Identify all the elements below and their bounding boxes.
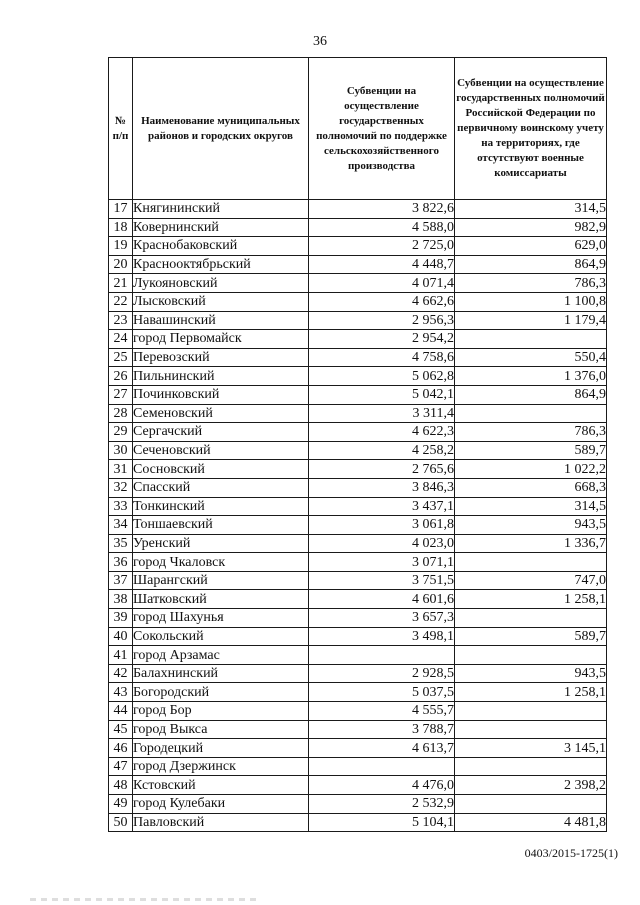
row-military-value <box>455 404 607 423</box>
row-name: Починковский <box>133 385 309 404</box>
table-row <box>109 646 607 665</box>
row-number: 45 <box>109 720 133 739</box>
row-agri-value: 4 613,7 <box>309 739 455 758</box>
table-row <box>109 441 607 460</box>
row-name: Лукояновский <box>133 274 309 293</box>
row-agri-value: 2 765,6 <box>309 460 455 479</box>
row-military-value: 943,5 <box>455 516 607 535</box>
table-row <box>109 330 607 349</box>
row-agri-value: 3 751,5 <box>309 571 455 590</box>
row-number: 32 <box>109 478 133 497</box>
row-military-value: 786,3 <box>455 274 607 293</box>
row-agri-value: 4 071,4 <box>309 274 455 293</box>
row-name: Павловский <box>133 813 309 832</box>
table-row <box>109 534 607 553</box>
table-row <box>109 683 607 702</box>
row-number: 28 <box>109 404 133 423</box>
row-number: 29 <box>109 423 133 442</box>
row-name: Лысковский <box>133 292 309 311</box>
row-name: город Чкаловск <box>133 553 309 572</box>
row-number: 20 <box>109 255 133 274</box>
row-number: 24 <box>109 330 133 349</box>
table-row <box>109 218 607 237</box>
row-military-value <box>455 609 607 628</box>
row-number: 46 <box>109 739 133 758</box>
row-number: 21 <box>109 274 133 293</box>
subventions-table <box>108 57 607 832</box>
row-agri-value: 4 662,6 <box>309 292 455 311</box>
table-row <box>109 590 607 609</box>
row-agri-value: 4 758,6 <box>309 348 455 367</box>
row-number: 42 <box>109 664 133 683</box>
table-row <box>109 385 607 404</box>
row-military-value: 589,7 <box>455 627 607 646</box>
row-name: Уренский <box>133 534 309 553</box>
row-name: Городецкий <box>133 739 309 758</box>
row-agri-value: 5 104,1 <box>309 813 455 832</box>
table-row <box>109 274 607 293</box>
row-agri-value: 2 928,5 <box>309 664 455 683</box>
row-agri-value <box>309 646 455 665</box>
row-military-value: 1 258,1 <box>455 683 607 702</box>
table-row <box>109 739 607 758</box>
header-agri-subvention: Субвенции на осуществление государственных полномочий по поддержке сельскохозяйственного производства <box>309 58 455 200</box>
table-row <box>109 367 607 386</box>
row-military-value: 1 179,4 <box>455 311 607 330</box>
row-military-value <box>455 646 607 665</box>
row-name: город Бор <box>133 702 309 721</box>
table-row <box>109 609 607 628</box>
row-name: Богородский <box>133 683 309 702</box>
row-number: 27 <box>109 385 133 404</box>
row-number: 40 <box>109 627 133 646</box>
table-body <box>109 200 607 832</box>
table-row <box>109 702 607 721</box>
row-military-value: 982,9 <box>455 218 607 237</box>
table-row <box>109 460 607 479</box>
row-name: город Выкса <box>133 720 309 739</box>
row-number: 43 <box>109 683 133 702</box>
row-military-value: 314,5 <box>455 200 607 219</box>
row-name: Тоншаевский <box>133 516 309 535</box>
row-number: 22 <box>109 292 133 311</box>
row-number: 49 <box>109 795 133 814</box>
row-name: Перевозский <box>133 348 309 367</box>
row-military-value <box>455 330 607 349</box>
row-agri-value: 4 448,7 <box>309 255 455 274</box>
row-number: 25 <box>109 348 133 367</box>
row-number: 19 <box>109 237 133 256</box>
row-number: 26 <box>109 367 133 386</box>
row-agri-value: 5 062,8 <box>309 367 455 386</box>
row-military-value: 864,9 <box>455 385 607 404</box>
row-name: город Дзержинск <box>133 757 309 776</box>
row-agri-value: 2 956,3 <box>309 311 455 330</box>
row-agri-value: 3 311,4 <box>309 404 455 423</box>
row-number: 17 <box>109 200 133 219</box>
row-military-value: 1 022,2 <box>455 460 607 479</box>
row-military-value: 943,5 <box>455 664 607 683</box>
row-military-value: 3 145,1 <box>455 739 607 758</box>
row-number: 48 <box>109 776 133 795</box>
row-military-value: 747,0 <box>455 571 607 590</box>
table-row <box>109 664 607 683</box>
table-row <box>109 516 607 535</box>
row-number: 30 <box>109 441 133 460</box>
row-agri-value: 3 657,3 <box>309 609 455 628</box>
row-military-value <box>455 702 607 721</box>
row-name: Семеновский <box>133 404 309 423</box>
page-number: 36 <box>313 34 327 49</box>
row-name: Шарангский <box>133 571 309 590</box>
row-name: Сеченовский <box>133 441 309 460</box>
row-number: 18 <box>109 218 133 237</box>
table-row <box>109 497 607 516</box>
table-row <box>109 200 607 219</box>
row-military-value <box>455 553 607 572</box>
row-military-value: 589,7 <box>455 441 607 460</box>
row-military-value <box>455 720 607 739</box>
row-agri-value: 3 061,8 <box>309 516 455 535</box>
row-number: 23 <box>109 311 133 330</box>
row-number: 39 <box>109 609 133 628</box>
row-agri-value: 3 071,1 <box>309 553 455 572</box>
row-name: Навашинский <box>133 311 309 330</box>
row-military-value <box>455 795 607 814</box>
table-row <box>109 478 607 497</box>
row-agri-value: 5 042,1 <box>309 385 455 404</box>
row-military-value: 4 481,8 <box>455 813 607 832</box>
row-number: 33 <box>109 497 133 516</box>
row-name: Балахнинский <box>133 664 309 683</box>
row-agri-value: 2 725,0 <box>309 237 455 256</box>
row-agri-value: 3 788,7 <box>309 720 455 739</box>
row-number: 47 <box>109 757 133 776</box>
row-agri-value: 4 258,2 <box>309 441 455 460</box>
row-name: город Шахунья <box>133 609 309 628</box>
row-agri-value: 3 846,3 <box>309 478 455 497</box>
row-name: Пильнинский <box>133 367 309 386</box>
row-name: Краснобаковский <box>133 237 309 256</box>
row-agri-value <box>309 757 455 776</box>
row-name: Сосновский <box>133 460 309 479</box>
row-military-value: 864,9 <box>455 255 607 274</box>
table-row <box>109 404 607 423</box>
table-row <box>109 813 607 832</box>
row-agri-value: 3 822,6 <box>309 200 455 219</box>
row-military-value: 786,3 <box>455 423 607 442</box>
table-header-row <box>109 58 607 200</box>
row-number: 38 <box>109 590 133 609</box>
table-row <box>109 795 607 814</box>
row-agri-value: 2 954,2 <box>309 330 455 349</box>
row-agri-value: 4 601,6 <box>309 590 455 609</box>
row-military-value: 2 398,2 <box>455 776 607 795</box>
row-military-value: 1 376,0 <box>455 367 607 386</box>
row-name: Шатковский <box>133 590 309 609</box>
row-number: 37 <box>109 571 133 590</box>
table-row <box>109 423 607 442</box>
row-agri-value: 3 498,1 <box>309 627 455 646</box>
row-name: Сергачский <box>133 423 309 442</box>
row-name: Кстовский <box>133 776 309 795</box>
row-name: Спасский <box>133 478 309 497</box>
row-number: 35 <box>109 534 133 553</box>
row-name: Княгининский <box>133 200 309 219</box>
row-military-value: 629,0 <box>455 237 607 256</box>
row-number: 31 <box>109 460 133 479</box>
row-agri-value: 2 532,9 <box>309 795 455 814</box>
row-number: 36 <box>109 553 133 572</box>
table-row <box>109 553 607 572</box>
document-code: 0403/2015-1725(1) <box>524 846 618 860</box>
row-military-value: 1 258,1 <box>455 590 607 609</box>
table-row <box>109 571 607 590</box>
row-name: город Арзамас <box>133 646 309 665</box>
row-agri-value: 4 555,7 <box>309 702 455 721</box>
row-military-value: 314,5 <box>455 497 607 516</box>
header-name: Наименование муниципальных районов и городских округов <box>133 58 309 200</box>
row-name: Сокольский <box>133 627 309 646</box>
table-row <box>109 292 607 311</box>
row-military-value: 1 100,8 <box>455 292 607 311</box>
row-name: город Кулебаки <box>133 795 309 814</box>
table-row <box>109 311 607 330</box>
row-agri-value: 5 037,5 <box>309 683 455 702</box>
row-number: 41 <box>109 646 133 665</box>
row-name: Тонкинский <box>133 497 309 516</box>
row-agri-value: 4 588,0 <box>309 218 455 237</box>
row-name: Ковернинский <box>133 218 309 237</box>
row-agri-value: 4 023,0 <box>309 534 455 553</box>
table-row <box>109 776 607 795</box>
table-row <box>109 237 607 256</box>
table-row <box>109 720 607 739</box>
row-military-value: 668,3 <box>455 478 607 497</box>
row-number: 34 <box>109 516 133 535</box>
row-number: 50 <box>109 813 133 832</box>
row-agri-value: 4 622,3 <box>309 423 455 442</box>
row-number: 44 <box>109 702 133 721</box>
table-row <box>109 255 607 274</box>
table-row <box>109 348 607 367</box>
row-agri-value: 3 437,1 <box>309 497 455 516</box>
scan-artifact <box>30 898 260 901</box>
table-row <box>109 627 607 646</box>
header-num: № п/п <box>109 58 133 200</box>
row-name: город Первомайск <box>133 330 309 349</box>
row-military-value: 550,4 <box>455 348 607 367</box>
row-military-value: 1 336,7 <box>455 534 607 553</box>
table-row <box>109 757 607 776</box>
header-military-subvention: Субвенции на осуществление государственных полномочий Российской Федерации по первичному воинскому учету на территориях, где отсутствуют военные комиссариаты <box>455 58 607 200</box>
row-name: Краснооктябрьский <box>133 255 309 274</box>
row-military-value <box>455 757 607 776</box>
row-agri-value: 4 476,0 <box>309 776 455 795</box>
